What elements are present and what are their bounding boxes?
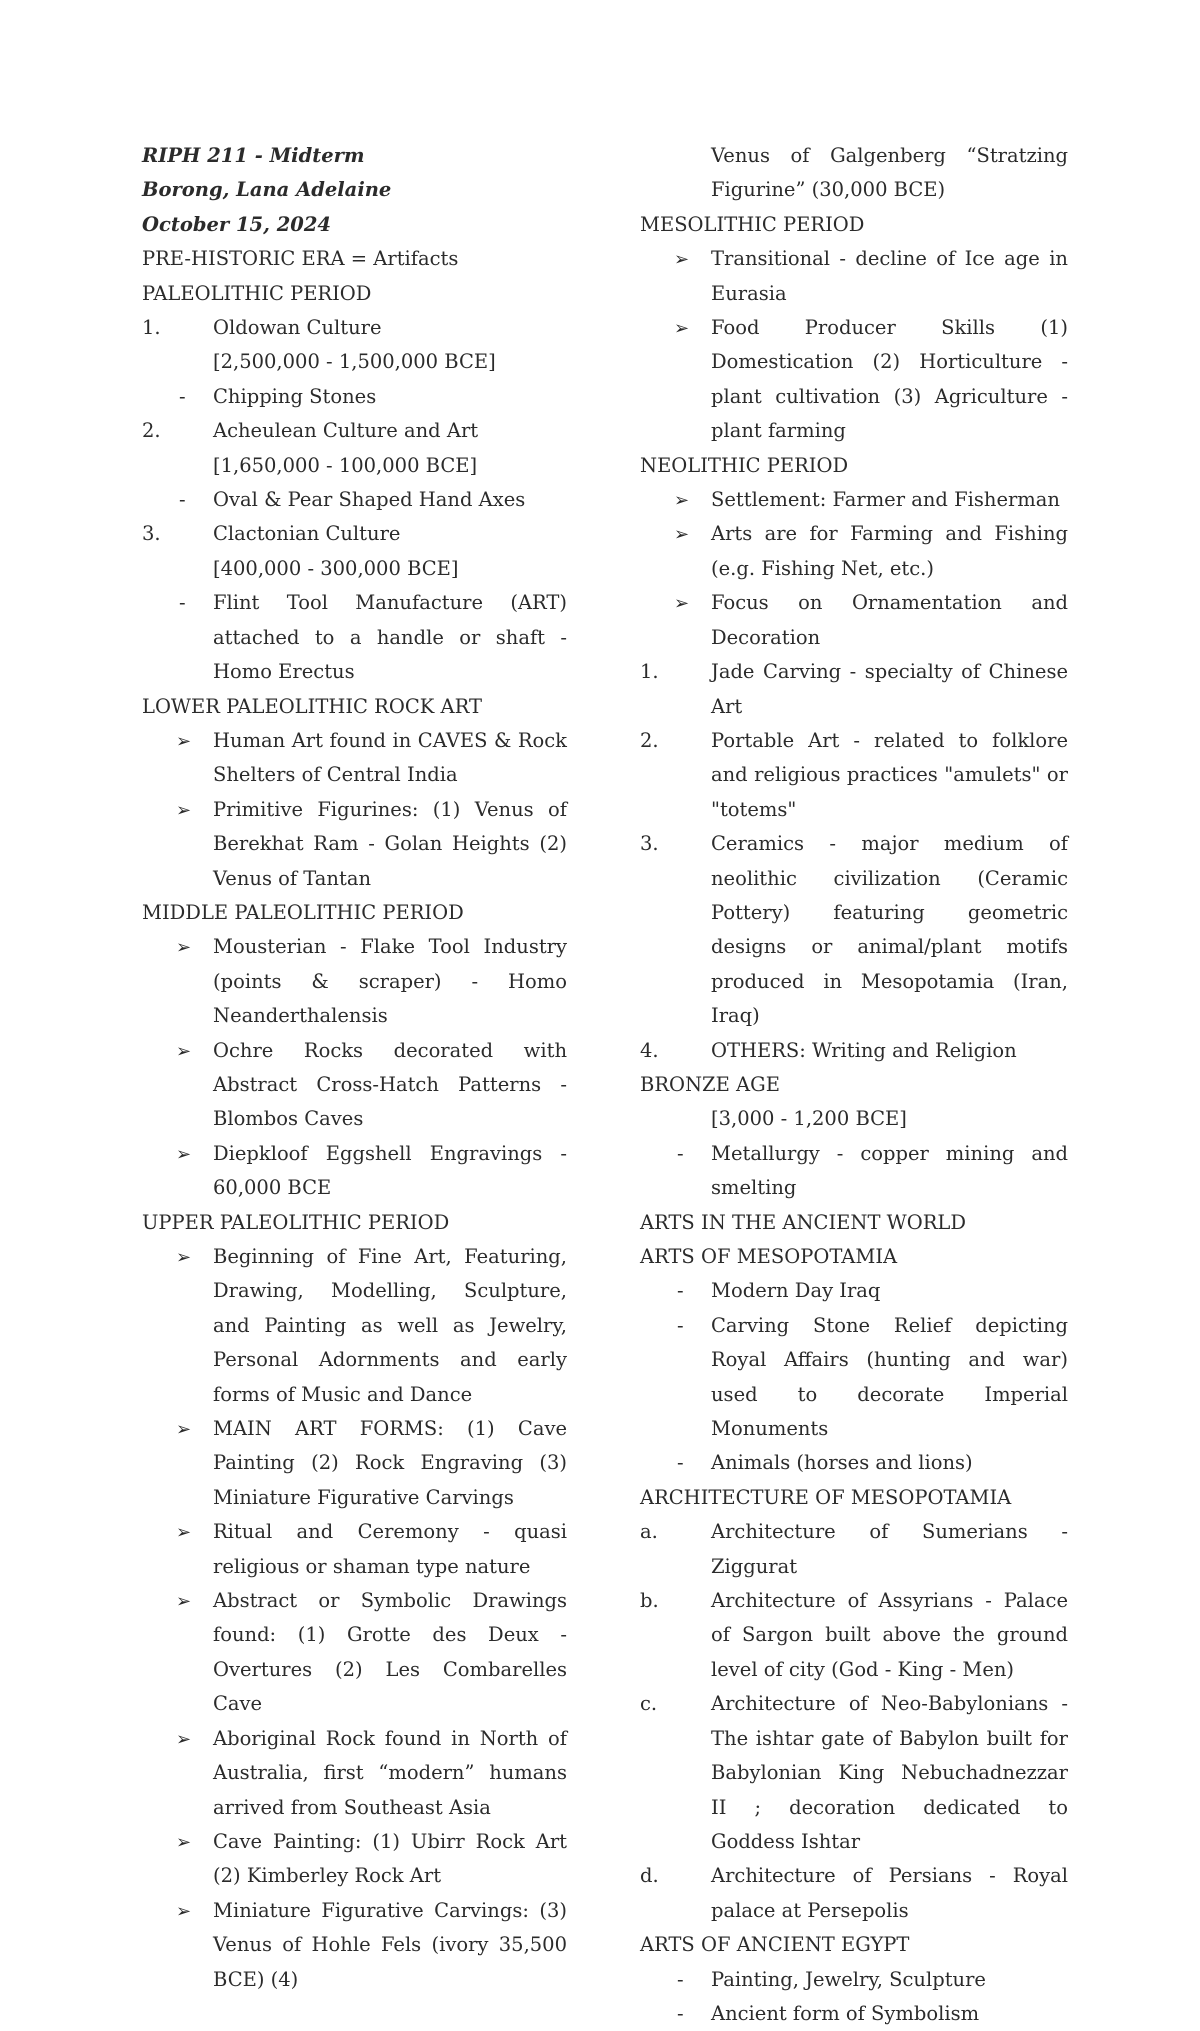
bullet-item [142, 1412, 567, 1515]
item-dates: [2,500,000 - 1,500,000 BCE] [213, 350, 496, 374]
list-marker: 1. [142, 316, 161, 340]
arrow-bullet-icon: ➢ [176, 1831, 192, 1853]
bullet-item [142, 1137, 567, 1206]
list-marker: c. [640, 1692, 658, 1716]
list-marker: 1. [640, 660, 659, 684]
item-text: Architecture of Assyrians - Palace of Sargon built above the ground level of city (God - King - Men) [711, 1589, 1068, 1681]
dash-marker: - [677, 1279, 684, 1303]
arrow-bullet-icon: ➢ [674, 318, 690, 340]
item-text: Jade Carving - specialty of Chinese Art [711, 660, 1068, 718]
arrow-bullet-icon: ➢ [176, 1419, 192, 1441]
dash-marker: - [677, 2001, 684, 2025]
dash-item [640, 1309, 1068, 1447]
list-marker: b. [640, 1589, 659, 1613]
item-text: Venus of Galgenberg “Stratzing Figurine” (30,000 BCE) [711, 144, 1068, 202]
list-marker: 2. [142, 419, 161, 443]
item-text: Focus on Ornamentation and Decoration [711, 591, 1068, 649]
numbered-item [640, 1034, 1068, 1068]
arrow-bullet-icon: ➢ [176, 1728, 192, 1750]
item-dates: [400,000 - 300,000 BCE] [213, 556, 459, 580]
bullet-item [640, 311, 1068, 449]
section-heading: LOWER PALEOLITHIC ROCK ART [142, 694, 482, 718]
author-name: Borong, Lana Adelaine [142, 178, 392, 202]
bullet-item [142, 1240, 567, 1412]
section-heading: NEOLITHIC PERIOD [640, 453, 849, 477]
lettered-item [640, 1859, 1068, 1928]
item-text: Miniature Figurative Carvings: (3) Venus of Hohle Fels (ivory 35,500 BCE) (4) [213, 1898, 567, 1991]
item-text: Transitional - decline of Ice age in Eurasia [711, 247, 1068, 305]
item-text: Chipping Stones [213, 384, 377, 408]
item-text: Architecture of Persians - Royal palace at Persepolis [711, 1864, 1068, 1922]
bullet-item [640, 483, 1068, 517]
section-heading: MESOLITHIC PERIOD [640, 212, 865, 236]
bullet-item [640, 517, 1068, 586]
section-heading: ARCHITECTURE OF MESOPOTAMIA [640, 1485, 1012, 1509]
arrow-bullet-icon: ➢ [176, 1591, 192, 1613]
item-text: Diepkloof Eggshell Engravings - 60,000 BCE [213, 1141, 567, 1200]
course-title: RIPH 211 - Midterm [142, 144, 365, 167]
arrow-bullet-icon: ➢ [176, 937, 192, 959]
numbered-item [640, 724, 1068, 827]
section-heading: PALEOLITHIC PERIOD [142, 281, 372, 305]
item-text: Beginning of Fine Art, Featuring, Drawing, Modelling, Sculpture, and Painting as well as Jewelry, Personal Adornments and early forms of Music and Dance [213, 1245, 567, 1406]
item-text: Food Producer Skills (1) Domestication (2) Horticulture - plant cultivation (3) Agriculture - plant farming [711, 316, 1068, 443]
item-text: Ritual and Ceremony - quasi religious or shaman type nature [213, 1520, 567, 1578]
bullet-item [640, 242, 1068, 311]
dash-item [640, 1997, 1068, 2031]
item-text: Ancient form of Symbolism [711, 2001, 980, 2025]
item-text: Settlement: Farmer and Fisherman [711, 488, 1060, 512]
item-dates: [1,650,000 - 100,000 BCE] [213, 453, 478, 477]
bullet-item [142, 1515, 567, 1584]
section-heading: UPPER PALEOLITHIC PERIOD [142, 1210, 450, 1234]
arrow-bullet-icon: ➢ [176, 1143, 192, 1165]
document-date: October 15, 2024 [142, 212, 331, 236]
section-heading: MIDDLE PALEOLITHIC PERIOD [142, 900, 464, 924]
item-text: Arts are for Farming and Fishing (e.g. Fishing Net, etc.) [711, 522, 1068, 580]
item-text: Acheulean Culture and Art [213, 419, 479, 443]
arrow-bullet-icon: ➢ [176, 730, 192, 752]
bullet-item [142, 930, 567, 1033]
item-text: Carving Stone Relief depicting Royal Affairs (hunting and war) used to decorate Imperial Monuments [711, 1313, 1068, 1441]
arrow-bullet-icon: ➢ [176, 1247, 192, 1268]
item-text: Flint Tool Manufacture (ART) attached to a handle or shaft - Homo Erectus [213, 591, 567, 684]
section-heading: PRE-HISTORIC ERA = Artifacts [142, 247, 459, 271]
lettered-item [640, 1515, 1068, 1584]
item-text: Aboriginal Rock found in North of Australia, first “modern” humans arrived from Southeast Asia [213, 1726, 567, 1819]
item-text: MAIN ART FORMS: (1) Cave Painting (2) Rock Engraving (3) Miniature Figurative Carvings [213, 1417, 567, 1509]
dash-marker: - [677, 1141, 684, 1165]
item-dates: [3,000 - 1,200 BCE] [711, 1107, 907, 1131]
arrow-bullet-icon: ➢ [176, 1900, 192, 1922]
list-marker: 4. [640, 1038, 659, 1062]
arrow-bullet-icon: ➢ [674, 490, 690, 512]
dash-item [640, 1137, 1068, 1206]
dash-marker: - [179, 591, 186, 615]
dash-marker: - [677, 1313, 684, 1337]
arrow-bullet-icon: ➢ [176, 799, 192, 821]
arrow-bullet-icon: ➢ [176, 1040, 192, 1062]
arrow-bullet-icon: ➢ [674, 249, 690, 271]
item-text: Ochre Rocks decorated with Abstract Cross-Hatch Patterns - Blombos Caves [213, 1038, 567, 1131]
item-text: Modern Day Iraq [711, 1279, 881, 1303]
item-text: Mousterian - Flake Tool Industry (points & scraper) - Homo Neanderthalensis [213, 935, 567, 1028]
item-text: Oldowan Culture [213, 316, 382, 340]
item-text: Clactonian Culture [213, 522, 401, 546]
continued-item [640, 139, 1068, 208]
item-text: Human Art found in CAVES & Rock Shelters of Central India [213, 728, 567, 787]
item-text: Animals (horses and lions) [711, 1451, 973, 1475]
lettered-item [640, 1584, 1068, 1687]
list-marker: 3. [640, 832, 659, 856]
arrow-bullet-icon: ➢ [674, 524, 690, 546]
item-text: Cave Painting: (1) Ubirr Rock Art (2) Kimberley Rock Art [213, 1829, 567, 1888]
item-text: Primitive Figurines: (1) Venus of Berekhat Ram - Golan Heights (2) Venus of Tantan [213, 797, 567, 890]
dash-item [640, 1446, 1068, 1480]
item-text: Architecture of Neo-Babylonians - The ishtar gate of Babylon built for Babylonian King Nebuchadnezzar II ; decoration dedicated to Goddess Ishtar [711, 1692, 1068, 1853]
item-text: OTHERS: Writing and Religion [711, 1038, 1017, 1062]
bullet-item [142, 1722, 567, 1825]
item-text: Oval & Pear Shaped Hand Axes [213, 488, 526, 512]
section-heading: ARTS IN THE ANCIENT WORLD [640, 1210, 966, 1234]
numbered-item [640, 655, 1068, 724]
item-text: Painting, Jewelry, Sculpture [711, 1967, 986, 1991]
right-column [640, 139, 1068, 2031]
dash-marker: - [677, 1451, 684, 1475]
dash-marker: - [179, 384, 186, 408]
dash-item [142, 380, 567, 414]
item-text: Metallurgy - copper mining and smelting [711, 1141, 1068, 1200]
bullet-item [142, 1894, 567, 1997]
item-text: Architecture of Sumerians - Ziggurat [711, 1520, 1068, 1578]
bullet-item [142, 1034, 567, 1137]
bullet-item [640, 586, 1068, 655]
bullet-item [142, 1584, 567, 1722]
list-marker: d. [640, 1864, 659, 1888]
dash-marker: - [179, 488, 186, 512]
arrow-bullet-icon: ➢ [176, 1522, 192, 1544]
dash-item [640, 1963, 1068, 1997]
dash-item [640, 1274, 1068, 1308]
list-marker: a. [640, 1520, 658, 1544]
item-text: Ceramics - major medium of neolithic civilization (Ceramic Pottery) featuring geometric designs or animal/plant motifs produced in Mesopotamia (Iran, Iraq) [711, 832, 1068, 1028]
bullet-item [142, 1825, 567, 1894]
numbered-item [142, 311, 567, 345]
dash-item [142, 483, 567, 517]
section-heading: ARTS OF ANCIENT EGYPT [640, 1933, 910, 1957]
list-marker: 3. [142, 522, 161, 546]
dash-item [142, 586, 567, 689]
section-heading: BRONZE AGE [640, 1072, 780, 1096]
arrow-bullet-icon: ➢ [674, 593, 690, 615]
left-column [142, 139, 567, 1997]
bullet-item [142, 793, 567, 896]
numbered-item [142, 517, 567, 551]
lettered-item [640, 1687, 1068, 1859]
item-text: Portable Art - related to folklore and religious practices "amulets" or "totems" [711, 728, 1068, 821]
list-marker: 2. [640, 728, 659, 752]
item-text: Abstract or Symbolic Drawings found: (1) Grotte des Deux - Overtures (2) Les Combarelles Cave [213, 1589, 567, 1716]
numbered-item [142, 414, 567, 448]
bullet-item [142, 724, 567, 793]
dash-marker: - [677, 1967, 684, 1991]
section-heading: ARTS OF MESOPOTAMIA [640, 1245, 898, 1268]
numbered-item [640, 827, 1068, 1033]
